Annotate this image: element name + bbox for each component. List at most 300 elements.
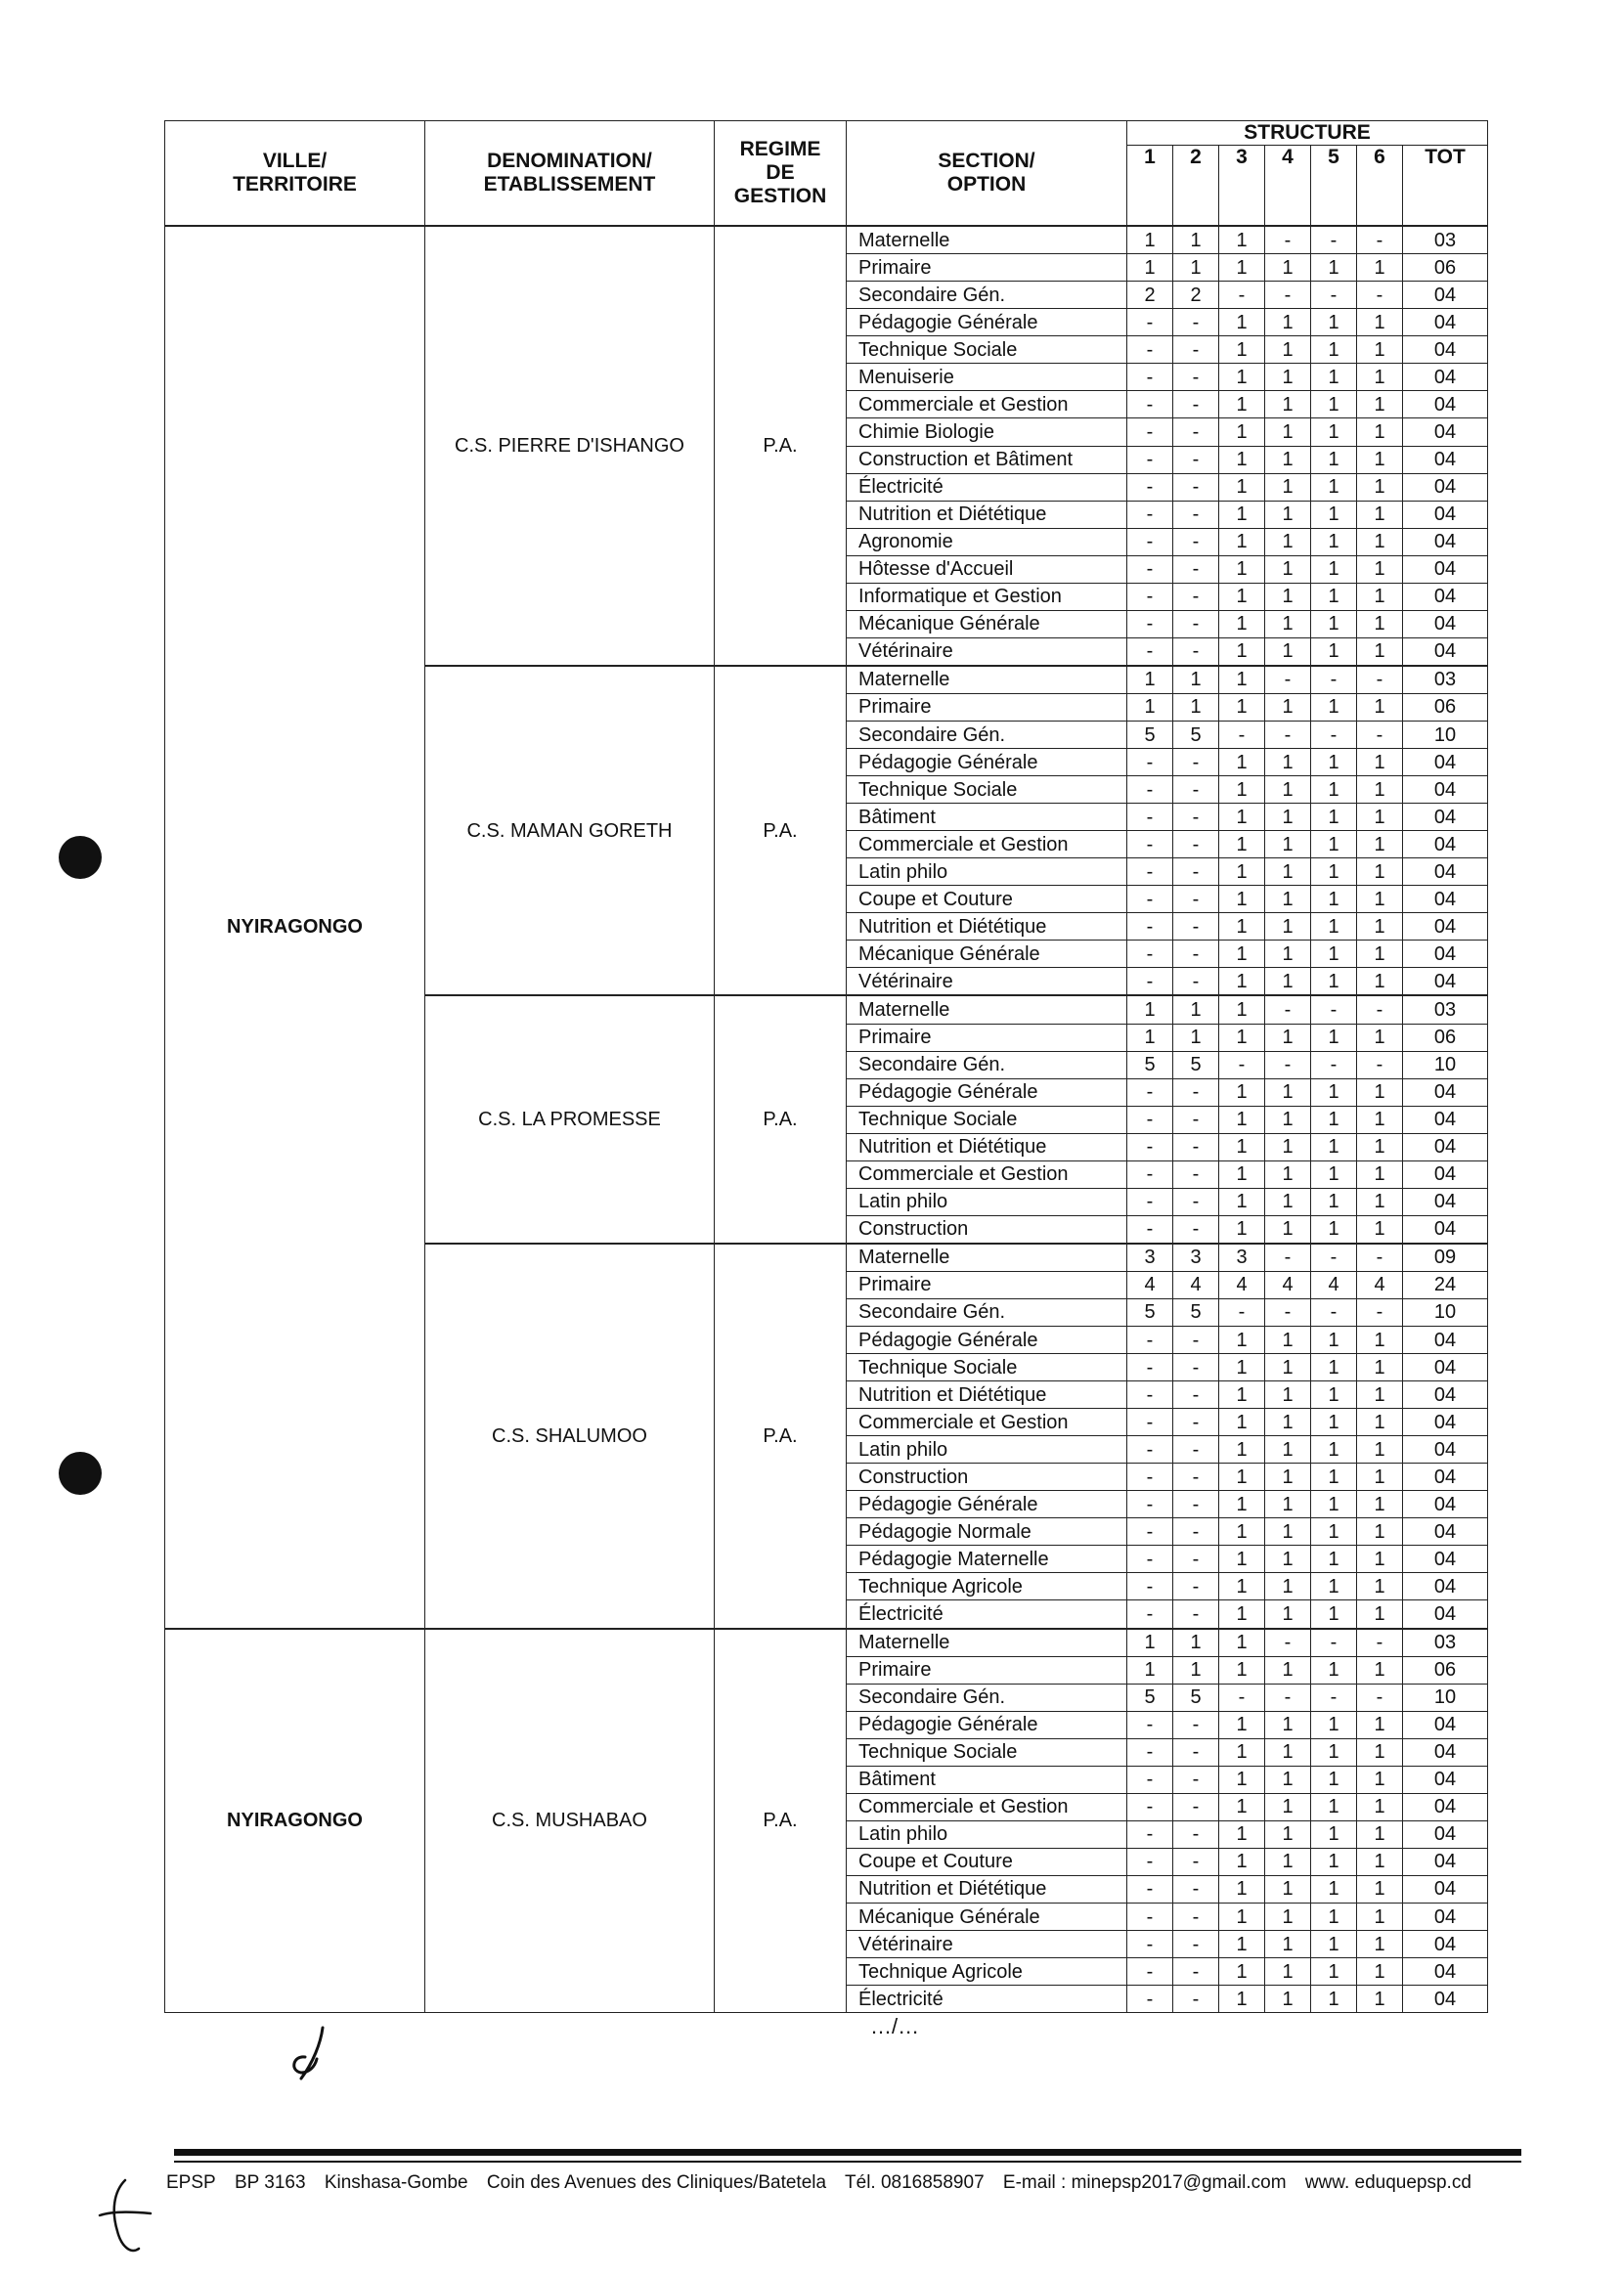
- section-cell: Maternelle: [847, 1629, 1127, 1657]
- structure-cell-3: 1: [1219, 1409, 1265, 1436]
- table-row: [165, 226, 1488, 254]
- structure-cell-4: 1: [1265, 583, 1311, 610]
- footer-city: Kinshasa-Gombe: [324, 2172, 468, 2193]
- structure-cell-1: -: [1127, 309, 1173, 336]
- structure-cell-3: 1: [1219, 418, 1265, 446]
- section-cell: Maternelle: [847, 226, 1127, 254]
- structure-cell-3: 3: [1219, 1244, 1265, 1272]
- structure-cell-3: 1: [1219, 528, 1265, 555]
- structure-cell-4: 1: [1265, 913, 1311, 941]
- total-cell: 09: [1403, 1244, 1488, 1272]
- structure-cell-2: -: [1173, 583, 1219, 610]
- structure-cell-4: 1: [1265, 1354, 1311, 1381]
- structure-cell-1: -: [1127, 1820, 1173, 1848]
- total-cell: 04: [1403, 1931, 1488, 1958]
- denomination-cell: C.S. MAMAN GORETH: [425, 666, 715, 996]
- structure-cell-5: 1: [1311, 1436, 1357, 1464]
- section-cell: Technique Agricole: [847, 1958, 1127, 1986]
- structure-cell-4: 1: [1265, 1106, 1311, 1133]
- section-cell: Technique Sociale: [847, 1738, 1127, 1766]
- structure-cell-5: 1: [1311, 1409, 1357, 1436]
- section-cell: Pédagogie Générale: [847, 309, 1127, 336]
- structure-cell-6: 1: [1357, 1793, 1403, 1820]
- structure-cell-4: 4: [1265, 1271, 1311, 1298]
- total-cell: 06: [1403, 1024, 1488, 1051]
- structure-cell-4: 1: [1265, 1711, 1311, 1738]
- structure-cell-4: -: [1265, 226, 1311, 254]
- structure-cell-1: -: [1127, 364, 1173, 391]
- total-cell: 10: [1403, 721, 1488, 748]
- section-cell: Électricité: [847, 1986, 1127, 2013]
- structure-cell-4: 1: [1265, 1160, 1311, 1188]
- structure-cell-4: 1: [1265, 1133, 1311, 1160]
- structure-cell-2: 1: [1173, 1024, 1219, 1051]
- table-header: [165, 121, 1488, 227]
- total-cell: 03: [1403, 995, 1488, 1024]
- structure-cell-6: 1: [1357, 254, 1403, 282]
- structure-cell-4: 1: [1265, 804, 1311, 831]
- structure-cell-6: 1: [1357, 1573, 1403, 1600]
- structure-cell-1: -: [1127, 1546, 1173, 1573]
- structure-cell-2: -: [1173, 858, 1219, 886]
- structure-cell-4: -: [1265, 1244, 1311, 1272]
- structure-cell-4: -: [1265, 666, 1311, 694]
- structure-cell-4: -: [1265, 282, 1311, 309]
- section-cell: Secondaire Gén.: [847, 282, 1127, 309]
- section-cell: Nutrition et Diététique: [847, 1875, 1127, 1903]
- structure-cell-4: 1: [1265, 1327, 1311, 1354]
- ville-cell: NYIRAGONGO: [165, 226, 425, 1628]
- header-denomination: DENOMINATION/ ETABLISSEMENT: [425, 121, 715, 227]
- structure-cell-5: 1: [1311, 391, 1357, 418]
- structure-cell-2: -: [1173, 309, 1219, 336]
- structure-cell-1: 1: [1127, 1024, 1173, 1051]
- structure-cell-2: -: [1173, 968, 1219, 996]
- structure-cell-5: 1: [1311, 1215, 1357, 1244]
- structure-cell-5: 1: [1311, 1078, 1357, 1106]
- structure-cell-5: -: [1311, 1629, 1357, 1657]
- structure-cell-4: 1: [1265, 1820, 1311, 1848]
- structure-cell-2: -: [1173, 1958, 1219, 1986]
- structure-cell-2: 5: [1173, 1051, 1219, 1078]
- structure-cell-5: 1: [1311, 941, 1357, 968]
- structure-cell-5: 1: [1311, 1327, 1357, 1354]
- section-cell: Coupe et Couture: [847, 886, 1127, 913]
- punch-hole: [59, 836, 102, 879]
- total-cell: 04: [1403, 446, 1488, 473]
- structure-cell-5: 1: [1311, 749, 1357, 776]
- structure-cell-5: 1: [1311, 913, 1357, 941]
- structure-cell-3: 1: [1219, 995, 1265, 1024]
- structure-cell-2: -: [1173, 1738, 1219, 1766]
- structure-cell-6: 1: [1357, 364, 1403, 391]
- footer-rule: [174, 2149, 1521, 2156]
- structure-cell-4: 1: [1265, 831, 1311, 858]
- structure-cell-2: -: [1173, 1518, 1219, 1546]
- structure-cell-5: 1: [1311, 1904, 1357, 1931]
- structure-cell-2: 2: [1173, 282, 1219, 309]
- structure-cell-2: -: [1173, 1711, 1219, 1738]
- total-cell: 04: [1403, 1986, 1488, 2013]
- structure-cell-5: 1: [1311, 1518, 1357, 1546]
- structure-cell-3: 1: [1219, 309, 1265, 336]
- structure-cell-6: 1: [1357, 804, 1403, 831]
- structure-cell-5: 1: [1311, 1766, 1357, 1793]
- structure-cell-1: 1: [1127, 1656, 1173, 1684]
- structure-cell-4: 1: [1265, 391, 1311, 418]
- structure-cell-4: 1: [1265, 1573, 1311, 1600]
- structure-cell-3: 1: [1219, 1600, 1265, 1629]
- structure-cell-2: -: [1173, 1160, 1219, 1188]
- total-cell: 04: [1403, 1848, 1488, 1875]
- structure-cell-4: 1: [1265, 886, 1311, 913]
- structure-cell-5: 1: [1311, 1738, 1357, 1766]
- structure-cell-6: 1: [1357, 1958, 1403, 1986]
- structure-cell-6: 1: [1357, 1546, 1403, 1573]
- section-cell: Secondaire Gén.: [847, 1684, 1127, 1711]
- section-cell: Nutrition et Diététique: [847, 1133, 1127, 1160]
- structure-cell-6: 1: [1357, 1024, 1403, 1051]
- structure-cell-6: 1: [1357, 610, 1403, 637]
- footer-tel: Tél. 0816858907: [845, 2172, 985, 2193]
- total-cell: 04: [1403, 1820, 1488, 1848]
- section-cell: Électricité: [847, 473, 1127, 501]
- header-col-2: 2: [1173, 146, 1219, 227]
- structure-cell-3: -: [1219, 282, 1265, 309]
- denomination-cell: C.S. MUSHABAO: [425, 1629, 715, 2013]
- structure-cell-5: 1: [1311, 1024, 1357, 1051]
- structure-cell-5: 1: [1311, 254, 1357, 282]
- structure-cell-1: -: [1127, 610, 1173, 637]
- structure-cell-3: 1: [1219, 776, 1265, 804]
- section-cell: Technique Sociale: [847, 1354, 1127, 1381]
- structure-cell-5: -: [1311, 1051, 1357, 1078]
- structure-cell-6: 1: [1357, 1436, 1403, 1464]
- structure-cell-4: -: [1265, 1684, 1311, 1711]
- structure-cell-1: -: [1127, 1436, 1173, 1464]
- structure-cell-4: 1: [1265, 1491, 1311, 1518]
- structure-cell-1: -: [1127, 1354, 1173, 1381]
- header-col-5: 5: [1311, 146, 1357, 227]
- structure-cell-3: 1: [1219, 1793, 1265, 1820]
- total-cell: 06: [1403, 693, 1488, 721]
- section-cell: Pédagogie Générale: [847, 749, 1127, 776]
- structure-cell-4: 1: [1265, 309, 1311, 336]
- total-cell: 04: [1403, 913, 1488, 941]
- structure-cell-3: 1: [1219, 637, 1265, 666]
- structure-cell-5: 1: [1311, 1793, 1357, 1820]
- structure-cell-4: 1: [1265, 1436, 1311, 1464]
- total-cell: 04: [1403, 418, 1488, 446]
- section-cell: Primaire: [847, 1271, 1127, 1298]
- structure-cell-2: -: [1173, 941, 1219, 968]
- structure-cell-3: 1: [1219, 1215, 1265, 1244]
- total-cell: 04: [1403, 610, 1488, 637]
- structure-cell-6: 4: [1357, 1271, 1403, 1298]
- structure-cell-3: 1: [1219, 364, 1265, 391]
- structure-cell-6: 1: [1357, 1491, 1403, 1518]
- header-tot: TOT: [1403, 146, 1488, 227]
- structure-cell-3: 1: [1219, 1766, 1265, 1793]
- regime-cell: P.A.: [715, 995, 847, 1243]
- structure-cell-2: 4: [1173, 1271, 1219, 1298]
- structure-cell-6: 1: [1357, 1738, 1403, 1766]
- structure-cell-1: -: [1127, 555, 1173, 583]
- structure-cell-4: 1: [1265, 1904, 1311, 1931]
- structure-cell-6: 1: [1357, 968, 1403, 996]
- section-cell: Mécanique Générale: [847, 610, 1127, 637]
- structure-cell-5: 1: [1311, 693, 1357, 721]
- structure-cell-6: -: [1357, 995, 1403, 1024]
- structure-cell-5: -: [1311, 1298, 1357, 1326]
- footer-address: Coin des Avenues des Cliniques/Batetela: [486, 2172, 827, 2193]
- section-cell: Mécanique Générale: [847, 1904, 1127, 1931]
- structure-cell-3: 1: [1219, 501, 1265, 528]
- structure-cell-6: 1: [1357, 1327, 1403, 1354]
- structure-cell-1: -: [1127, 1573, 1173, 1600]
- structure-cell-6: 1: [1357, 1133, 1403, 1160]
- section-cell: Menuiserie: [847, 364, 1127, 391]
- structure-cell-1: -: [1127, 941, 1173, 968]
- structure-cell-2: -: [1173, 1106, 1219, 1133]
- total-cell: 04: [1403, 1078, 1488, 1106]
- table-row: [165, 1629, 1488, 1657]
- total-cell: 04: [1403, 501, 1488, 528]
- structure-cell-4: 1: [1265, 1215, 1311, 1244]
- structure-cell-6: 1: [1357, 336, 1403, 364]
- total-cell: 04: [1403, 749, 1488, 776]
- total-cell: 03: [1403, 666, 1488, 694]
- structure-cell-1: -: [1127, 749, 1173, 776]
- structure-cell-1: -: [1127, 1875, 1173, 1903]
- structure-cell-4: 1: [1265, 1848, 1311, 1875]
- structure-cell-1: -: [1127, 1518, 1173, 1546]
- structure-cell-4: 1: [1265, 555, 1311, 583]
- structure-cell-1: 5: [1127, 1684, 1173, 1711]
- section-cell: Primaire: [847, 254, 1127, 282]
- header-col-1: 1: [1127, 146, 1173, 227]
- total-cell: 04: [1403, 1904, 1488, 1931]
- structure-cell-5: 1: [1311, 1573, 1357, 1600]
- structure-cell-2: -: [1173, 749, 1219, 776]
- structure-cell-5: 1: [1311, 309, 1357, 336]
- structure-cell-3: 1: [1219, 858, 1265, 886]
- structure-cell-1: -: [1127, 1738, 1173, 1766]
- structure-cell-2: 5: [1173, 721, 1219, 748]
- structure-cell-4: 1: [1265, 693, 1311, 721]
- structure-cell-1: -: [1127, 1160, 1173, 1188]
- total-cell: 04: [1403, 1711, 1488, 1738]
- structure-cell-3: 1: [1219, 1106, 1265, 1133]
- structure-cell-4: 1: [1265, 1766, 1311, 1793]
- regime-cell: P.A.: [715, 1629, 847, 2013]
- structure-cell-3: 1: [1219, 583, 1265, 610]
- structure-cell-6: 1: [1357, 1875, 1403, 1903]
- structure-cell-1: -: [1127, 1711, 1173, 1738]
- structure-cell-4: 1: [1265, 1958, 1311, 1986]
- structure-cell-3: 1: [1219, 1573, 1265, 1600]
- structure-cell-1: -: [1127, 1188, 1173, 1215]
- structure-cell-4: 1: [1265, 637, 1311, 666]
- structure-cell-3: 1: [1219, 1848, 1265, 1875]
- structure-cell-4: 1: [1265, 968, 1311, 996]
- structure-cell-5: 1: [1311, 1656, 1357, 1684]
- section-cell: Maternelle: [847, 1244, 1127, 1272]
- structure-cell-1: 1: [1127, 995, 1173, 1024]
- structure-cell-6: 1: [1357, 693, 1403, 721]
- structure-cell-6: 1: [1357, 446, 1403, 473]
- establishment-table: [164, 120, 1488, 2013]
- structure-cell-3: 1: [1219, 1546, 1265, 1573]
- regime-cell: P.A.: [715, 226, 847, 666]
- structure-cell-5: 1: [1311, 1875, 1357, 1903]
- structure-cell-5: -: [1311, 721, 1357, 748]
- section-cell: Commerciale et Gestion: [847, 1793, 1127, 1820]
- footer-website: www. eduquepsp.cd: [1304, 2172, 1471, 2193]
- structure-cell-1: -: [1127, 1958, 1173, 1986]
- structure-cell-5: 1: [1311, 1600, 1357, 1629]
- structure-cell-6: 1: [1357, 418, 1403, 446]
- punch-hole: [59, 1452, 102, 1495]
- structure-cell-1: 3: [1127, 1244, 1173, 1272]
- structure-cell-3: 1: [1219, 1711, 1265, 1738]
- structure-cell-6: 1: [1357, 1409, 1403, 1436]
- structure-cell-2: -: [1173, 1464, 1219, 1491]
- structure-cell-4: 1: [1265, 364, 1311, 391]
- header-structure: STRUCTURE: [1127, 121, 1488, 146]
- page-continuation-mark: …/…: [870, 2014, 920, 2038]
- structure-cell-5: 1: [1311, 1931, 1357, 1958]
- structure-cell-3: -: [1219, 1684, 1265, 1711]
- structure-cell-5: 1: [1311, 886, 1357, 913]
- section-cell: Pédagogie Générale: [847, 1711, 1127, 1738]
- structure-cell-5: 1: [1311, 1464, 1357, 1491]
- total-cell: 04: [1403, 1491, 1488, 1518]
- total-cell: 04: [1403, 364, 1488, 391]
- structure-cell-5: -: [1311, 282, 1357, 309]
- structure-cell-4: 1: [1265, 1409, 1311, 1436]
- structure-cell-6: 1: [1357, 1518, 1403, 1546]
- structure-cell-3: 1: [1219, 1491, 1265, 1518]
- structure-cell-4: 1: [1265, 749, 1311, 776]
- denomination-cell: C.S. LA PROMESSE: [425, 995, 715, 1243]
- structure-cell-6: 1: [1357, 309, 1403, 336]
- structure-cell-3: 1: [1219, 1629, 1265, 1657]
- structure-cell-6: 1: [1357, 1986, 1403, 2013]
- section-cell: Mécanique Générale: [847, 941, 1127, 968]
- structure-cell-5: 1: [1311, 610, 1357, 637]
- structure-cell-1: -: [1127, 473, 1173, 501]
- header-col-6: 6: [1357, 146, 1403, 227]
- total-cell: 04: [1403, 831, 1488, 858]
- structure-cell-3: 1: [1219, 886, 1265, 913]
- section-cell: Pédagogie Générale: [847, 1078, 1127, 1106]
- section-cell: Pédagogie Maternelle: [847, 1546, 1127, 1573]
- structure-cell-5: 1: [1311, 528, 1357, 555]
- footer-rule-thin: [174, 2161, 1521, 2163]
- structure-cell-6: -: [1357, 1629, 1403, 1657]
- structure-cell-2: 1: [1173, 666, 1219, 694]
- total-cell: 04: [1403, 1160, 1488, 1188]
- section-cell: Primaire: [847, 1656, 1127, 1684]
- structure-cell-2: -: [1173, 1491, 1219, 1518]
- structure-cell-2: -: [1173, 391, 1219, 418]
- structure-cell-6: 1: [1357, 637, 1403, 666]
- structure-cell-1: -: [1127, 1793, 1173, 1820]
- structure-cell-1: -: [1127, 637, 1173, 666]
- structure-cell-6: 1: [1357, 555, 1403, 583]
- structure-cell-4: 1: [1265, 473, 1311, 501]
- structure-cell-4: 1: [1265, 1518, 1311, 1546]
- structure-cell-4: 1: [1265, 528, 1311, 555]
- structure-cell-1: 5: [1127, 721, 1173, 748]
- structure-cell-3: 1: [1219, 226, 1265, 254]
- section-cell: Secondaire Gén.: [847, 1051, 1127, 1078]
- structure-cell-1: -: [1127, 418, 1173, 446]
- total-cell: 10: [1403, 1684, 1488, 1711]
- section-cell: Technique Sociale: [847, 776, 1127, 804]
- structure-cell-6: 1: [1357, 749, 1403, 776]
- structure-cell-4: 1: [1265, 1656, 1311, 1684]
- total-cell: 04: [1403, 886, 1488, 913]
- structure-cell-2: -: [1173, 1381, 1219, 1409]
- structure-cell-5: 1: [1311, 1820, 1357, 1848]
- total-cell: 04: [1403, 1546, 1488, 1573]
- structure-cell-2: -: [1173, 1931, 1219, 1958]
- structure-cell-5: 1: [1311, 1958, 1357, 1986]
- structure-cell-4: 1: [1265, 1738, 1311, 1766]
- structure-cell-2: -: [1173, 886, 1219, 913]
- total-cell: 04: [1403, 473, 1488, 501]
- structure-cell-3: 1: [1219, 1327, 1265, 1354]
- total-cell: 04: [1403, 1464, 1488, 1491]
- section-cell: Vétérinaire: [847, 1931, 1127, 1958]
- structure-cell-2: -: [1173, 1600, 1219, 1629]
- structure-cell-2: -: [1173, 610, 1219, 637]
- structure-cell-5: 1: [1311, 831, 1357, 858]
- total-cell: 04: [1403, 1354, 1488, 1381]
- total-cell: 04: [1403, 804, 1488, 831]
- section-cell: Maternelle: [847, 666, 1127, 694]
- structure-cell-4: 1: [1265, 336, 1311, 364]
- section-cell: Latin philo: [847, 858, 1127, 886]
- structure-cell-1: 5: [1127, 1298, 1173, 1326]
- section-cell: Maternelle: [847, 995, 1127, 1024]
- section-cell: Commerciale et Gestion: [847, 391, 1127, 418]
- structure-cell-6: 1: [1357, 1464, 1403, 1491]
- structure-cell-1: 2: [1127, 282, 1173, 309]
- structure-cell-4: 1: [1265, 1986, 1311, 2013]
- total-cell: 04: [1403, 637, 1488, 666]
- structure-cell-5: 1: [1311, 446, 1357, 473]
- structure-cell-4: 1: [1265, 418, 1311, 446]
- section-cell: Bâtiment: [847, 804, 1127, 831]
- structure-cell-4: 1: [1265, 1546, 1311, 1573]
- structure-cell-6: 1: [1357, 501, 1403, 528]
- total-cell: 04: [1403, 776, 1488, 804]
- structure-cell-3: 1: [1219, 1436, 1265, 1464]
- structure-cell-5: 4: [1311, 1271, 1357, 1298]
- footer-org: EPSP: [166, 2172, 216, 2193]
- structure-cell-2: -: [1173, 1546, 1219, 1573]
- structure-cell-2: 5: [1173, 1298, 1219, 1326]
- structure-cell-2: -: [1173, 1820, 1219, 1848]
- structure-cell-2: 1: [1173, 693, 1219, 721]
- structure-cell-1: 1: [1127, 254, 1173, 282]
- structure-cell-1: -: [1127, 501, 1173, 528]
- structure-cell-5: 1: [1311, 776, 1357, 804]
- total-cell: 04: [1403, 1215, 1488, 1244]
